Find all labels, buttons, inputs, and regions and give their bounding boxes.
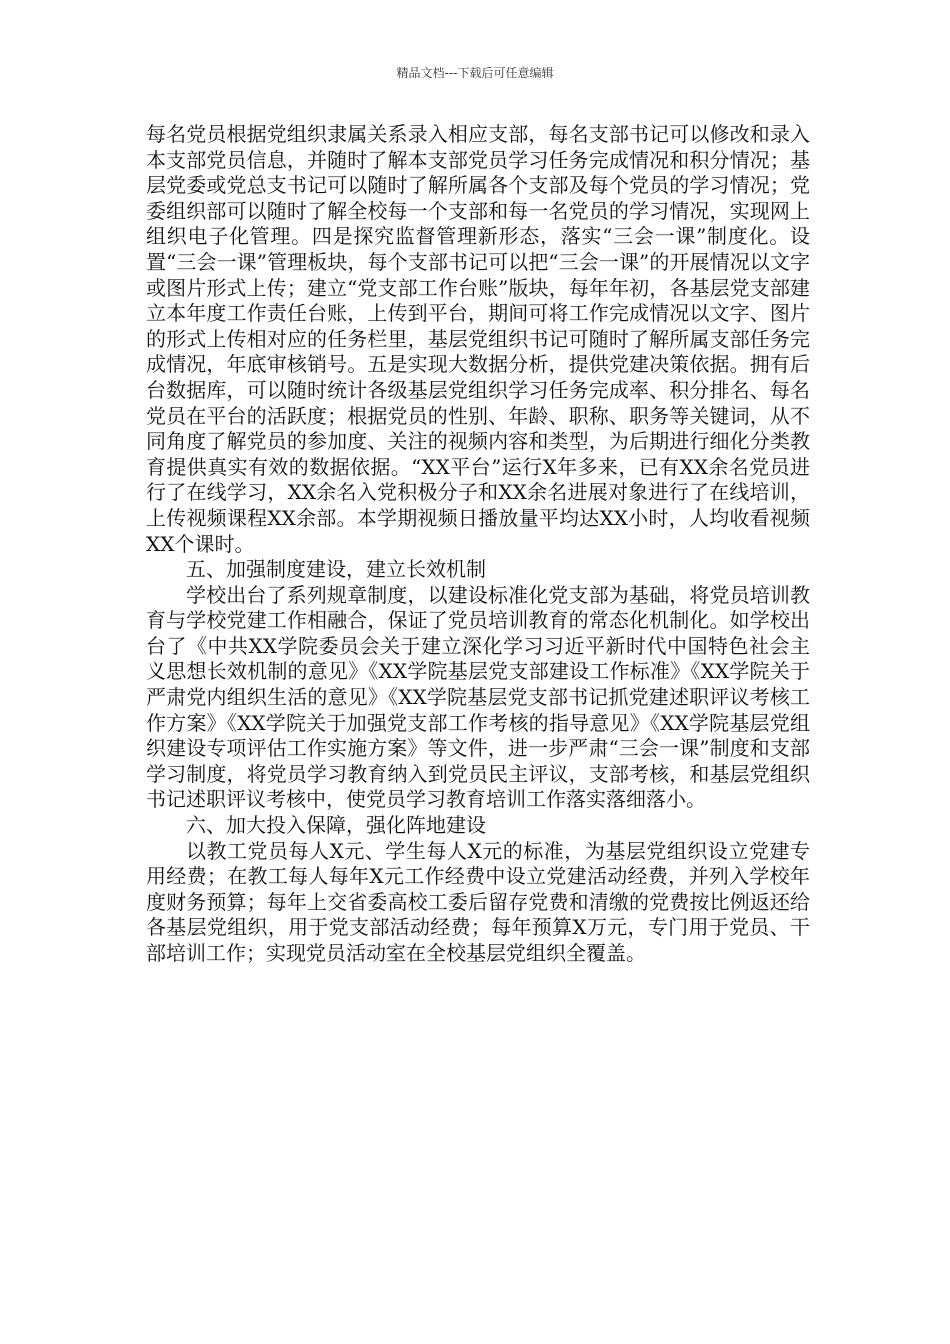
document-body bbox=[146, 122, 810, 967]
body-paragraph-1: 每名党员根据党组织隶属关系录入相应支部，每名支部书记可以修改和录入本支部党员信息，并随时了解本支部党员学习任务完成情况和积分情况；基层党委或党总支书记可以随时了解所属各个支部及每个党员的学习情况；党委组织部可以随时了解全校每一个支部和每一名党员的学习情况，实现网上组织电子化管理。四是探究监督管理新形态，落实“三会一课”制度化。设置“三会一课”管理板块，每个支部书记可以把“三会一课”的开展情况以文字或图片形式上传；建立“党支部工作台账”版块，每年年初，各基层党支部建立本年度工作责任台账，上传到平台，期间可将工作完成情况以文字、图片的形式上传相对应的任务栏里，基层党组织书记可随时了解所属支部任务完成情况，年底审核销号。五是实现大数据分析，提供党建决策依据。拥有后台数据库，可以随时统计各级基层党组织学习任务完成率、积分排名、每名党员在平台的活跃度；根据党员的性别、年龄、职称、职务等关键词，从不同角度了解党员的参加度、关注的视频内容和类型，为后期进行细化分类教育提供真实有效的数据依据。“XX平台”运行X年多来，已有XX余名党员进行了在线学习，XX余名入党积极分子和XX余名进展对象进行了在线培训，上传视频课程XX余部。本学期视频日播放量平均达XX小时，人均收看视频XX个课时。 bbox=[146, 122, 810, 556]
section-heading-6: 六、加大投入保障，强化阵地建设 bbox=[186, 813, 486, 838]
body-paragraph-2: 学校出台了系列规章制度，以建设标准化党支部为基础，将党员培训教育与学校党建工作相融合，保证了党员培训教育的常态化机制化。如学校出台了《中共XX学院委员会关于建立深化学习习近平新时代中国特色社会主义思想长效机制的意见》《XX学院基层党支部建设工作标准》《XX学院关于严肃党内组织生活的意见》《XX学院基层党支部书记抓党建述职评议考核工作方案》《XX学院关于加强党支部工作考核的指导意见》《XX学院基层党组织建设专项评估工作实施方案》等文件，进一步严肃“三会一课”制度和支部学习制度，将党员学习教育纳入到党员民主评议，支部考核，和基层党组织书记述职评议考核中，使党员学习教育培训工作落实落细落小。 bbox=[146, 582, 810, 812]
section-heading-5: 五、加强制度建设，建立长效机制 bbox=[186, 557, 486, 582]
body-paragraph-3: 以教工党员每人X元、学生每人X元的标准，为基层党组织设立党建专用经费；在教工每人每年X元工作经费中设立党建活动经费，并列入学校年度财务预算；每年上交省委高校工委后留存党费和清缴的党费按比例返还给各基层党组织，用于党支部活动经费；每年预算X万元，专门用于党员、干部培训工作；实现党员活动室在全校基层党组织全覆盖。 bbox=[146, 838, 810, 965]
page-header: 精品文档---下载后可任意编辑 bbox=[396, 66, 554, 80]
